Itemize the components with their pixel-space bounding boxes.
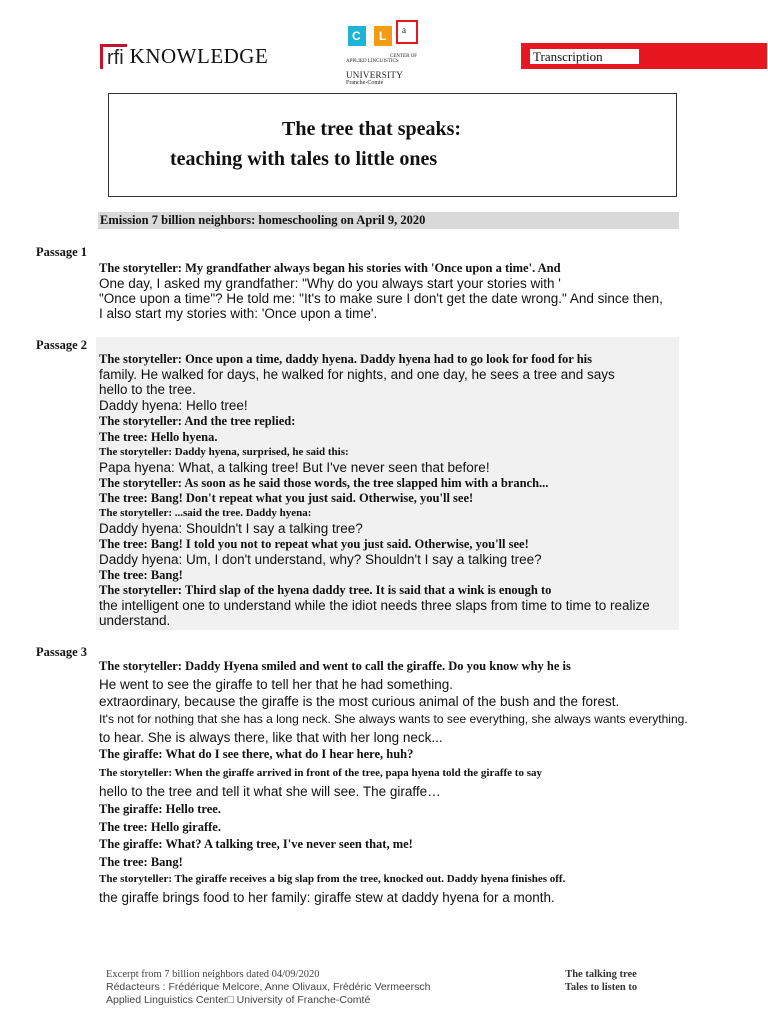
passage-2-line: Daddy hyena: Hello tree! — [99, 398, 248, 413]
passage-3-line: It's not for nothing that she has a long neck. She always wants to see everything, she always wants everything. — [99, 712, 688, 726]
footer-redacteurs: Rédacteurs : Frédérique Melcore, Anne Olivaux, Frédéric Vermeersch — [106, 981, 431, 993]
passage-1-line: One day, I asked my grandfather: "Why do you always start your stories with ' — [99, 276, 561, 291]
rfi-knowledge-logo — [100, 42, 268, 70]
knowledge-text: KNOWLEDGE — [129, 43, 269, 68]
passage-2-line: The storyteller: Daddy hyena, surprised, he said this: — [99, 446, 349, 458]
passage-3-line: The tree: Bang! — [99, 855, 183, 869]
footer-title: The talking tree — [565, 969, 637, 980]
passage-3-line: hello to the tree and tell it what she will see. The giraffe… — [99, 784, 441, 799]
cla-square-c — [348, 26, 366, 46]
passage-2-line: The tree: Hello hyena. — [99, 430, 218, 444]
university-block — [346, 54, 417, 86]
passage-2-line: The storyteller: ...said the tree. Daddy hyena: — [99, 507, 312, 519]
cla-letter-c: C — [352, 29, 361, 43]
passage-3-line: the giraffe brings food to her family: giraffe stew at daddy hyena for a month. — [99, 890, 555, 905]
emission-text: Emission 7 billion neighbors: homeschooling on April 9, 2020 — [100, 213, 426, 227]
title-line-1: The tree that speaks: — [282, 118, 462, 140]
footer-subtitle: Tales to listen to — [564, 982, 638, 993]
cla-square-l — [374, 26, 392, 46]
passage-2-line: understand. — [99, 613, 171, 628]
passage-3-label: Passage 3 — [36, 645, 88, 659]
passage-3-line: The giraffe: What do I see there, what do I hear here, huh? — [99, 747, 414, 761]
passage-1-label: Passage 1 — [36, 245, 88, 259]
passage-3-line: extraordinary, because the giraffe is the most curious animal of the bush and the forest. — [99, 694, 620, 709]
passage-3-line: The giraffe: What? A talking tree, I've never seen that, me! — [99, 837, 413, 851]
applied-linguistics-text: APPLIED LINGUISTICS — [346, 59, 399, 64]
footer-excerpt: Excerpt from 7 billion neighbors dated 04/09/2020 — [106, 969, 320, 980]
passage-2-label: Passage 2 — [36, 338, 88, 352]
transcription-label: Transcription — [530, 49, 639, 64]
passage-2-line: Daddy hyena: Shouldn't I say a talking tree? — [99, 521, 363, 536]
passage-3-line: The giraffe: Hello tree. — [99, 802, 221, 816]
rfi-logo-text: rfi — [100, 44, 127, 69]
passage-3-line: He went to see the giraffe to tell her that he had something. — [99, 677, 453, 692]
passage-1-line: "Once upon a time"? He told me: "It's to make sure I don't get the date wrong." And since then, — [99, 291, 663, 306]
passage-2-line: The storyteller: And the tree replied: — [99, 414, 296, 428]
passage-2-line: the intelligent one to understand while the idiot needs three slaps from time to time to realize — [99, 598, 650, 613]
passage-2-line: The storyteller: As soon as he said those words, the tree slapped him with a branch... — [99, 476, 549, 490]
passage-3-line: to hear. She is always there, like that with her long neck... — [99, 730, 443, 745]
passage-3-line: The storyteller: When the giraffe arrived in front of the tree, papa hyena told the giraffe to say — [99, 767, 542, 779]
footer-center: Applied Linguistics Center□ University of Franche-Comté — [106, 994, 371, 1006]
passage-3-line: The storyteller: Daddy Hyena smiled and went to call the giraffe. Do you know why he is — [99, 659, 571, 673]
passage-2-line: The tree: Bang! — [99, 568, 183, 582]
passage-2-line: The tree: Bang! I told you not to repeat what you just said. Otherwise, you'll see! — [99, 537, 529, 551]
center-of-text: CENTER OF — [390, 54, 418, 59]
passage-2-line: hello to the tree. — [99, 382, 196, 397]
title-line-2: teaching with tales to little ones — [170, 148, 438, 170]
franche-comte-text: Franche-Comté — [346, 80, 384, 86]
passage-3-line: The storyteller: The giraffe receives a big slap from the tree, knocked out. Daddy hyena finishes off. — [99, 873, 566, 885]
cla-square-a — [396, 20, 418, 44]
title-box — [108, 93, 677, 197]
passage-2-line: Papa hyena: What, a talking tree! But I've never seen that before! — [99, 460, 490, 475]
passage-3-line: The tree: Hello giraffe. — [99, 820, 221, 834]
university-text: UNIVERSITY — [346, 70, 403, 80]
footer-left — [106, 968, 430, 1007]
cla-letter-a: a — [402, 25, 406, 35]
passage-2-line: The storyteller: Once upon a time, daddy hyena. Daddy hyena had to go look for food for his — [99, 352, 592, 366]
passage-2-line: The tree: Bang! Don't repeat what you just said. Otherwise, you'll see! — [99, 491, 474, 505]
cla-letter-l: L — [379, 29, 387, 43]
passage-2-line: The storyteller: Third slap of the hyena daddy tree. It is said that a wink is enough to — [99, 583, 552, 597]
passage-2-line: family. He walked for days, he walked for nights, and one day, he sees a tree and says — [99, 367, 615, 382]
passage-1-line: I also start my stories with: 'Once upon a time'. — [99, 306, 378, 321]
footer-right — [556, 968, 646, 994]
passage-2-line: Daddy hyena: Um, I don't understand, why? Shouldn't I say a talking tree? — [99, 552, 542, 567]
passage-1-line: The storyteller: My grandfather always began his stories with 'Once upon a time'. And — [99, 261, 561, 275]
